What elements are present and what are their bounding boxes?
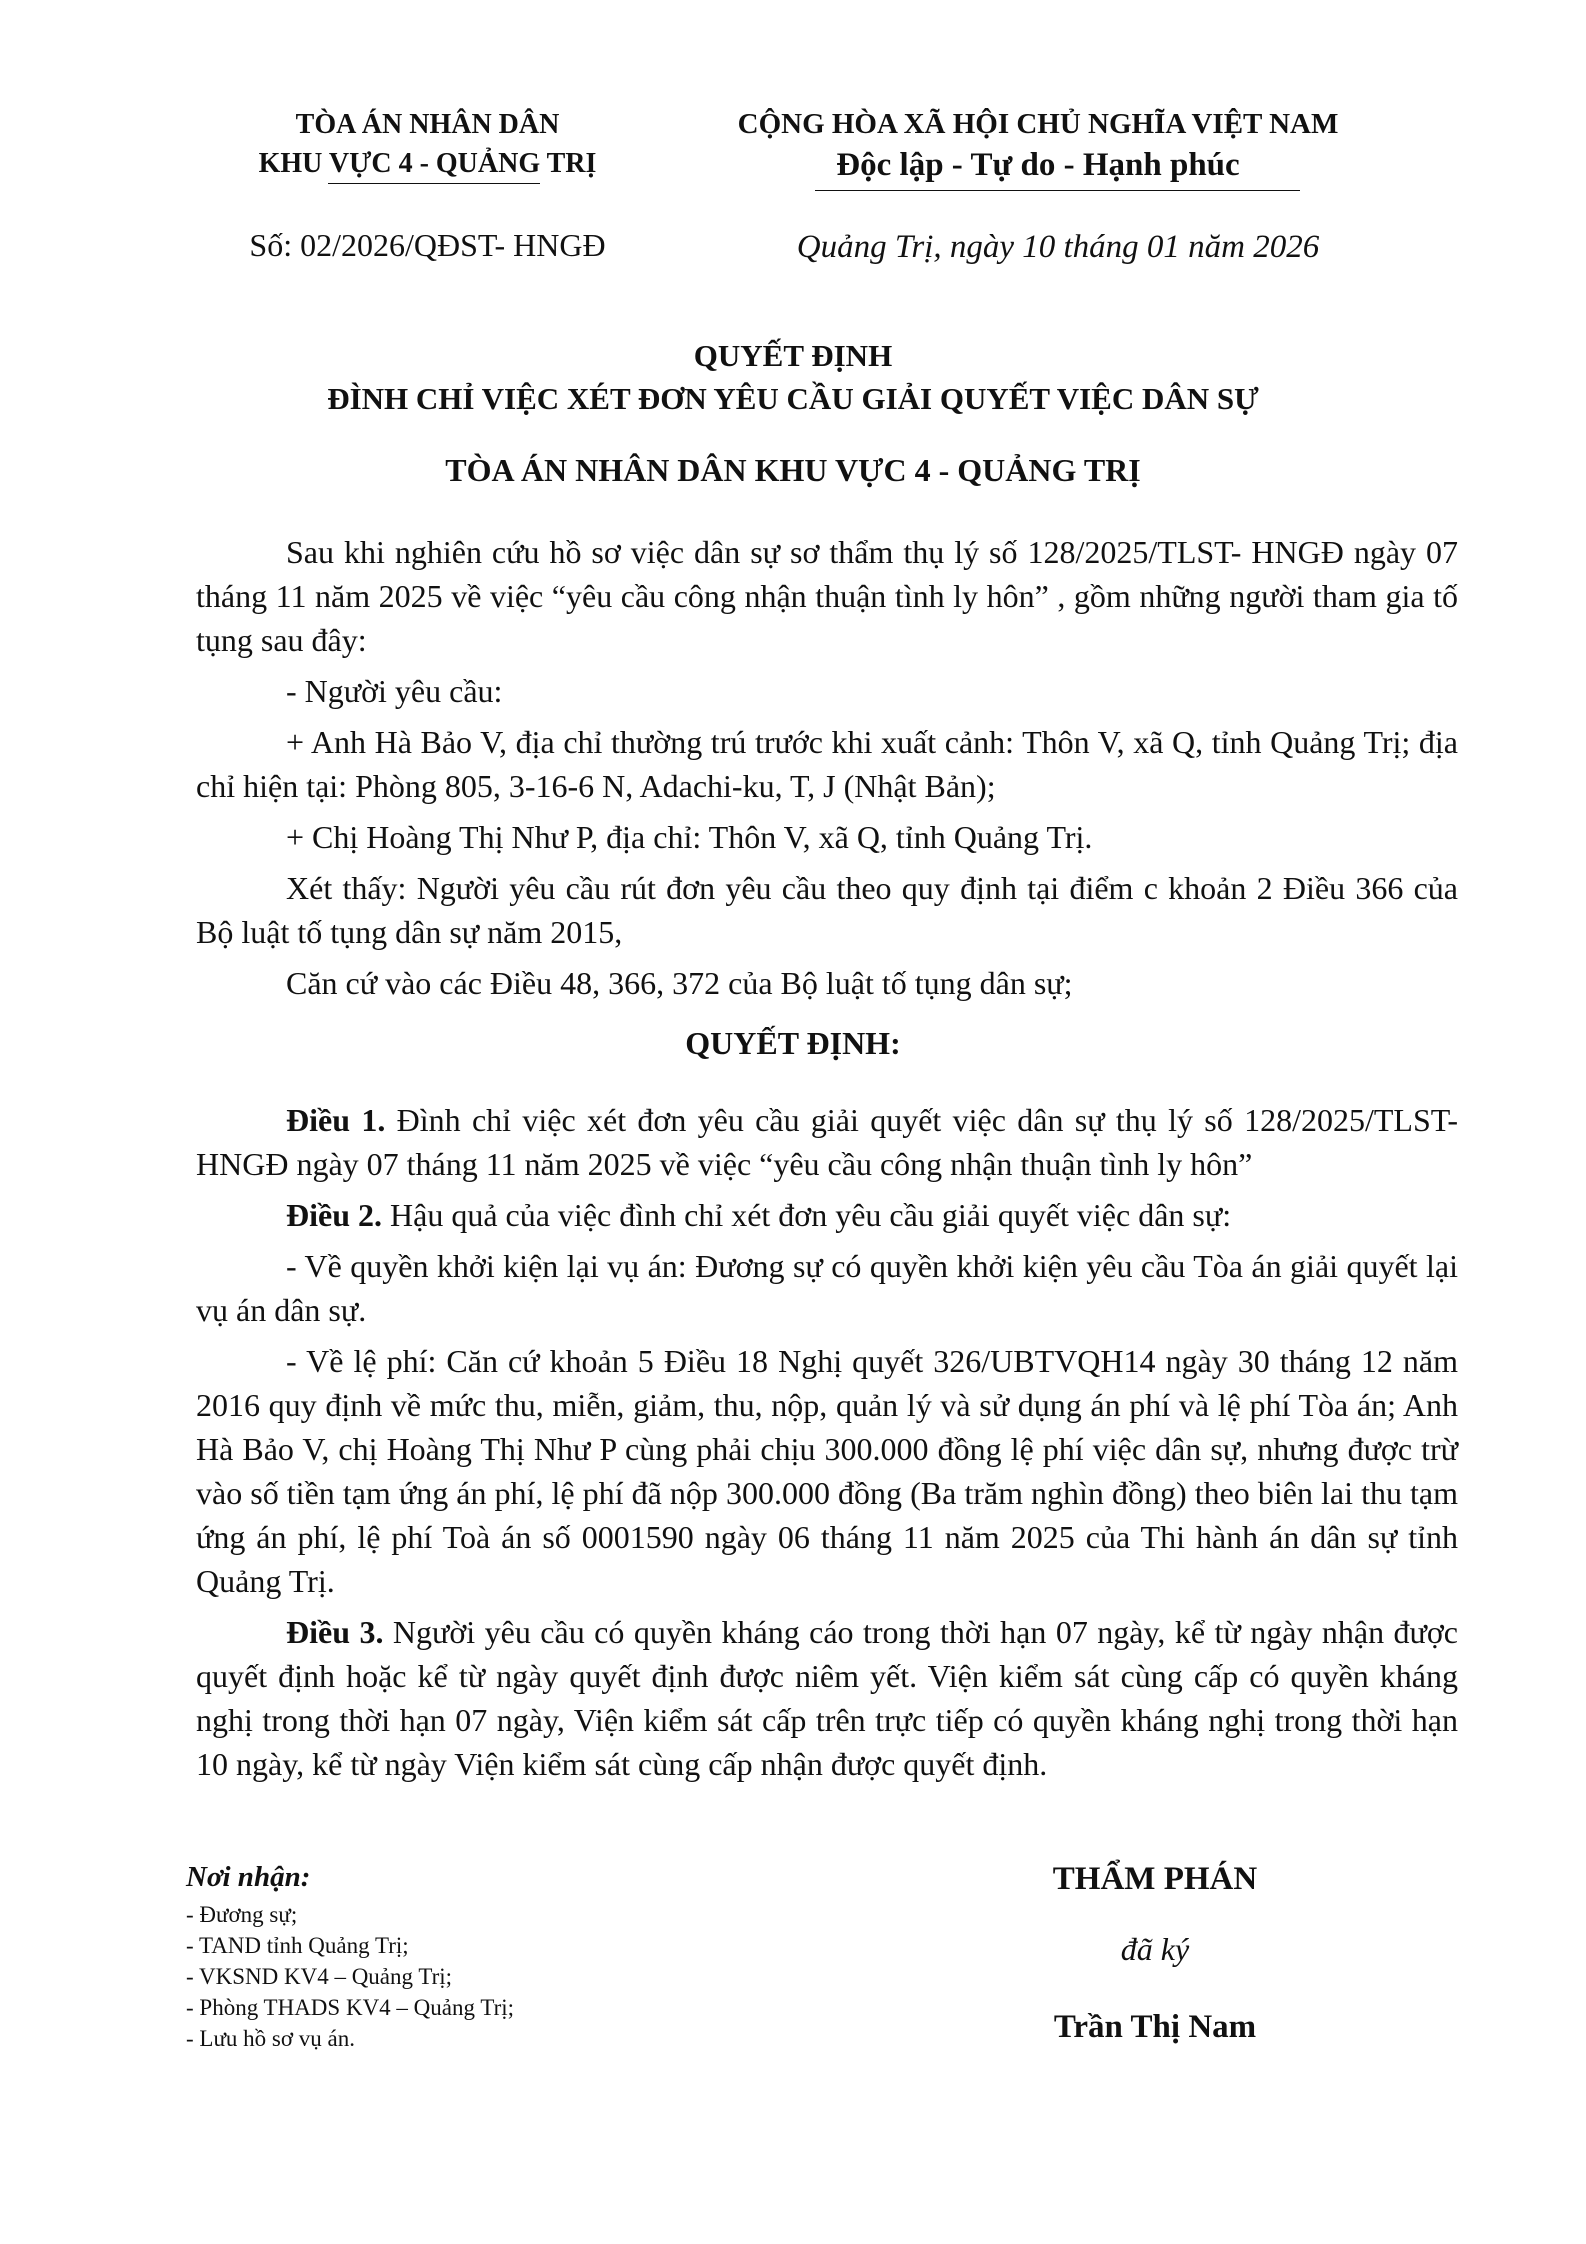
intro-paragraph: Sau khi nghiên cứu hồ sơ việc dân sự sơ thẩm thụ lý số 128/2025/TLST- HNGĐ ngày 07 tháng 11 năm 2025 về việc “yêu cầu công nhận thuận tình ly hôn” , gồm những người tham gia tố tụng sau đây: xyxy=(196,534,1458,658)
court-header-underline xyxy=(328,183,540,184)
recipient-item: - Phòng THADS KV4 – Quảng Trị; xyxy=(186,1995,515,2020)
issuing-court: TÒA ÁN NHÂN DÂN KHU VỰC 4 - QUẢNG TRỊ xyxy=(445,452,1141,488)
document-number: Số: 02/2026/QĐST- HNGĐ xyxy=(249,227,606,263)
recipient-item: - TAND tỉnh Quảng Trị; xyxy=(186,1933,409,1958)
intro-paragraph: - Người yêu cầu: xyxy=(286,673,503,709)
nation-name: CỘNG HÒA XÃ HỘI CHỦ NGHĨA VIỆT NAM xyxy=(737,108,1339,140)
article-1-text: Đình chỉ việc xét đơn yêu cầu giải quyết việc dân sự thụ lý số 128/2025/TLST- HNGĐ ngày 07 tháng 11 năm 2025 về việc “yêu cầu công nhận thuận tình ly hôn” xyxy=(196,1102,1459,1182)
article-2-paragraph: - Về quyền khởi kiện lại vụ án: Đương sự có quyền khởi kiện yêu cầu Tòa án giải quyết lại vụ án dân sự. xyxy=(196,1248,1458,1328)
intro-section xyxy=(196,530,1458,1012)
intro-paragraph: + Chị Hoàng Thị Như P, địa chỉ: Thôn V, xã Q, tỉnh Quảng Trị. xyxy=(286,819,1093,855)
national-header xyxy=(688,105,1388,186)
decision-heading: QUYẾT ĐỊNH: xyxy=(685,1025,901,1061)
article-2-text: Hậu quả của việc đình chỉ xét đơn yêu cầu giải quyết việc dân sự: xyxy=(382,1197,1232,1233)
intro-paragraph: Xét thấy: Người yêu cầu rút đơn yêu cầu theo quy định tại điểm c khoản 2 Điều 366 của Bộ luật tố tụng dân sự năm 2015, xyxy=(196,870,1458,950)
court-name-line2: KHU VỰC 4 - QUẢNG TRỊ xyxy=(258,148,597,179)
recipients-list xyxy=(186,1899,746,2054)
article-2 xyxy=(196,1193,1458,1237)
article-2-paragraph: - Về lệ phí: Căn cứ khoản 5 Điều 18 Nghị quyết 326/UBTVQH14 ngày 30 tháng 12 năm 2016 quy định về mức thu, miễn, giảm, thu, nộp, quản lý và sử dụng án phí và lệ phí Tòa án; Anh Hà Bảo V, chị Hoàng Thị Như P cùng phải chịu 300.000 đồng lệ phí việc dân sự, nhưng được trừ vào số tiền tạm ứng án phí, lệ phí đã nộp 300.000 đồng (Ba trăm nghìn đồng) theo biên lai thu tạm ứng án phí, lệ phí Toà án số 0001590 ngày 06 tháng 11 năm 2025 của Thi hành án dân sự tỉnh Quảng Trị. xyxy=(196,1343,1458,1599)
recipient-item: - Lưu hồ sơ vụ án. xyxy=(186,2026,355,2051)
court-header xyxy=(150,105,705,183)
article-3-label: Điều 3. xyxy=(286,1614,384,1650)
article-3 xyxy=(196,1610,1458,1786)
recipients-block xyxy=(186,1857,746,2054)
intro-paragraph: Căn cứ vào các Điều 48, 366, 372 của Bộ luật tố tụng dân sự; xyxy=(286,965,1073,1001)
recipients-title: Nơi nhận: xyxy=(186,1861,311,1893)
judge-name: Trần Thị Nam xyxy=(1053,2009,1257,2045)
place-date: Quảng Trị, ngày 10 tháng 01 năm 2026 xyxy=(796,229,1320,265)
article-2-label: Điều 2. xyxy=(286,1197,382,1233)
court-name-line1: TÒA ÁN NHÂN DÂN xyxy=(295,109,560,140)
intro-paragraph: + Anh Hà Bảo V, địa chỉ thường trú trước khi xuất cảnh: Thôn V, xã Q, tỉnh Quảng Trị; địa chỉ hiện tại: Phòng 805, 3-16-6 N, Adachi-ku, T, J (Nhật Bản); xyxy=(196,724,1458,804)
document-subtitle: ĐÌNH CHỈ VIỆC XÉT ĐƠN YÊU CẦU GIẢI QUYẾT VIỆC DÂN SỰ xyxy=(327,381,1259,416)
judge-title: THẨM PHÁN xyxy=(1052,1861,1258,1897)
signed-note: đã ký xyxy=(1120,1931,1190,1967)
articles-section xyxy=(196,1098,1458,1793)
recipient-item: - Đương sự; xyxy=(186,1902,298,1927)
motto-underline xyxy=(815,190,1300,191)
recipient-item: - VKSND KV4 – Quảng Trị; xyxy=(186,1964,453,1989)
document-title: QUYẾT ĐỊNH xyxy=(693,338,893,373)
article-1-label: Điều 1. xyxy=(286,1102,386,1138)
nation-motto: Độc lập - Tự do - Hạnh phúc xyxy=(836,147,1240,183)
signature-block xyxy=(930,1857,1380,2049)
article-1 xyxy=(196,1098,1458,1186)
article-3-text: Người yêu cầu có quyền kháng cáo trong thời hạn 07 ngày, kể từ ngày nhận được quyết định hoặc kể từ ngày quyết định được niêm yết. Viện kiểm sát cùng cấp có quyền kháng nghị trong thời hạn 07 ngày, Viện kiểm sát cấp trên trực tiếp có quyền kháng nghị trong thời hạn 10 ngày, kể từ ngày Viện kiểm sát cùng cấp nhận được quyết định. xyxy=(196,1614,1459,1782)
